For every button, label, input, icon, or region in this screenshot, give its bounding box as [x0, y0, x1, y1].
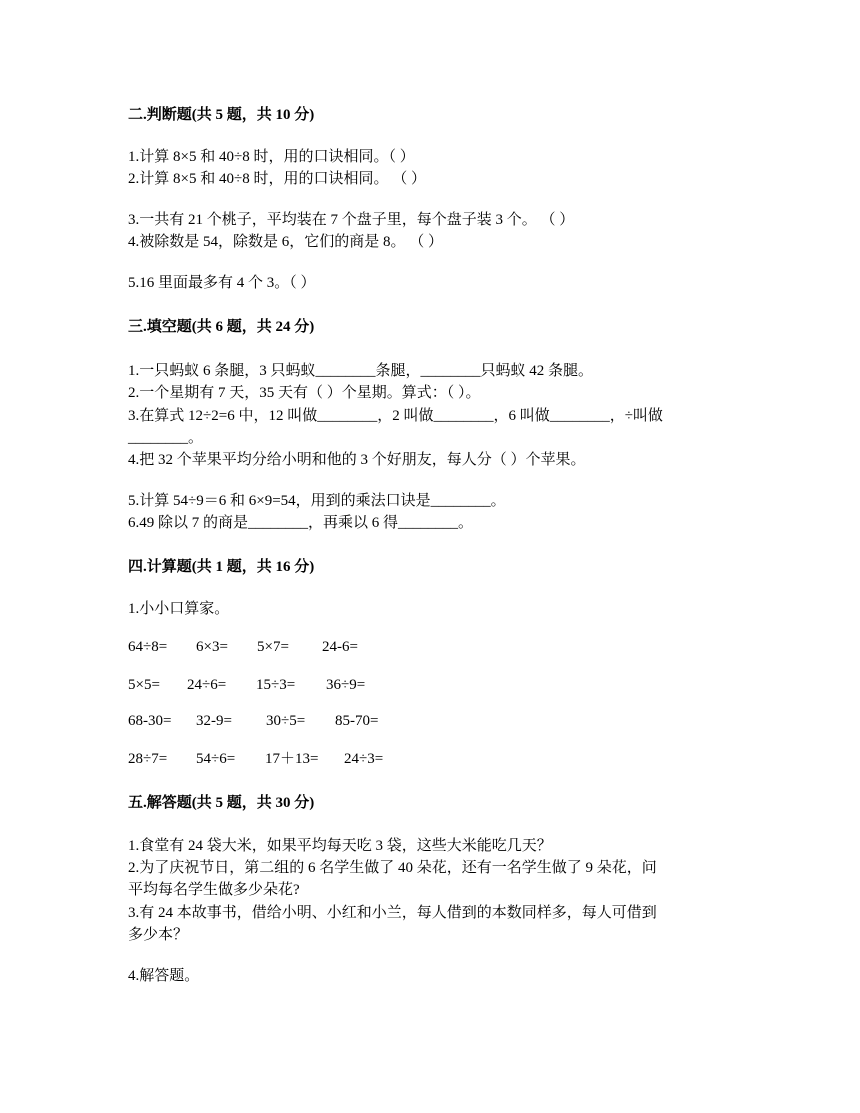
- judge-question-2: 2.计算 8×5 和 40÷8 时，用的口诀相同。 （ ）: [128, 171, 426, 187]
- fill-question-3-line-1: 3.在算式 12÷2=6 中，12 叫做________，2 叫做________，6 叫做________，÷叫做: [128, 408, 663, 424]
- section-4-heading: 四.计算题(共 1 题，共 16 分): [128, 559, 315, 575]
- answer-question-3-line-1: 3.有 24 本故事书，借给小明、小红和小兰，每人借到的本数同样多，每人可借到: [128, 905, 657, 921]
- calc-item: 28÷7=: [128, 751, 168, 767]
- fill-question-4: 4.把 32 个苹果平均分给小明和他的 3 个好朋友，每人分（ ）个苹果。: [128, 452, 586, 468]
- calc-item: 17＋13=: [265, 751, 319, 767]
- calc-item: 24÷6=: [187, 677, 227, 693]
- fill-question-1: 1.一只蚂蚁 6 条腿，3 只蚂蚁________条腿，________只蚂蚁 42 条腿。: [128, 363, 594, 379]
- calc-item: 5×7=: [257, 639, 289, 655]
- answer-question-2-line-2: 平均每名学生做多少朵花?: [128, 882, 300, 898]
- judge-question-4: 4.被除数是 54，除数是 6，它们的商是 8。 （ ）: [128, 234, 444, 250]
- calc-item: 85-70=: [335, 713, 379, 729]
- answer-question-3-line-2: 多少本？: [128, 927, 189, 943]
- calc-row: [128, 636, 358, 658]
- calc-row: [128, 710, 378, 732]
- calc-item: 6×3=: [196, 639, 228, 655]
- calc-question-1: 1.小小口算家。: [128, 601, 230, 617]
- answer-question-2-line-1: 2.为了庆祝节日，第二组的 6 名学生做了 40 朵花，还有一名学生做了 9 朵花，问: [128, 860, 657, 876]
- calc-item: 36÷9=: [326, 677, 366, 693]
- fill-question-5: 5.计算 54÷9＝6 和 6×9=54，用到的乘法口诀是________。: [128, 493, 506, 509]
- answer-question-1: 1.食堂有 24 袋大米，如果平均每天吃 3 袋，这些大米能吃几天？: [128, 838, 552, 854]
- calc-row: [128, 674, 365, 696]
- answer-question-4: 4.解答题。: [128, 968, 200, 984]
- section-3-heading: 三.填空题(共 6 题，共 24 分): [128, 319, 315, 335]
- calc-item: 54÷6=: [196, 751, 236, 767]
- judge-question-3: 3.一共有 21 个桃子，平均装在 7 个盘子里，每个盘子装 3 个。 （ ）: [128, 212, 575, 228]
- fill-question-6: 6.49 除以 7 的商是________，再乘以 6 得________。: [128, 515, 474, 531]
- judge-question-5: 5.16 里面最多有 4 个 3。（ ）: [128, 275, 316, 291]
- calc-item: 24÷3=: [344, 751, 384, 767]
- calc-item: 5×5=: [128, 677, 160, 693]
- calc-item: 32-9=: [196, 713, 232, 729]
- calc-item: 30÷5=: [266, 713, 306, 729]
- judge-question-1: 1.计算 8×5 和 40÷8 时，用的口诀相同。（ ）: [128, 149, 415, 165]
- calc-item: 64÷8=: [128, 639, 168, 655]
- fill-question-3-line-2: ________。: [128, 430, 204, 446]
- calc-item: 24-6=: [322, 639, 358, 655]
- section-5-heading: 五.解答题(共 5 题，共 30 分): [128, 795, 315, 811]
- calc-item: 68-30=: [128, 713, 172, 729]
- calc-row: [128, 748, 383, 770]
- fill-question-2: 2.一个星期有 7 天，35 天有（ ）个星期。算式：（ ）。: [128, 385, 481, 401]
- calc-item: 15÷3=: [256, 677, 296, 693]
- section-2-heading: 二.判断题(共 5 题，共 10 分): [128, 107, 315, 123]
